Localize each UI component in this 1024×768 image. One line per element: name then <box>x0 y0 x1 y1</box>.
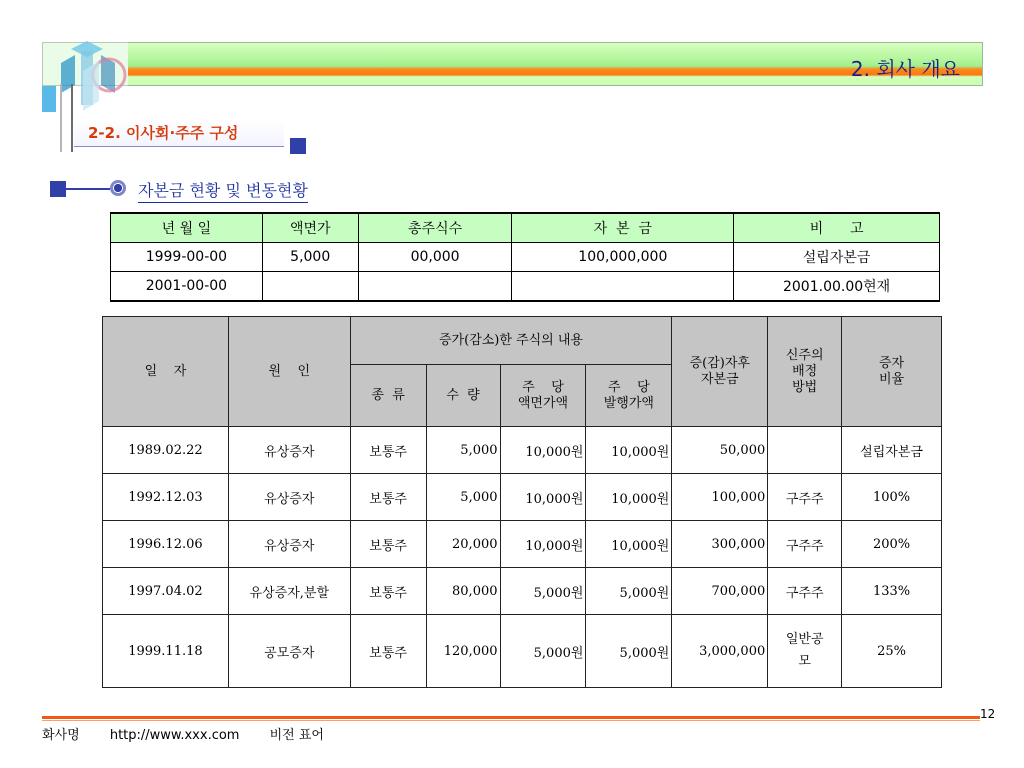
header-line: 증(감)자후 <box>689 355 750 371</box>
cell-kind: 보통주 <box>350 615 426 688</box>
column-header: 년 월 일 <box>111 213 263 243</box>
connector-line <box>66 188 110 190</box>
header-line: 배정 <box>792 363 818 379</box>
table-cell: 설립자본금 <box>734 243 940 272</box>
cell-date: 1997.04.02 <box>103 568 229 615</box>
column-header: 자 본 금 <box>512 213 734 243</box>
cell-method: 구주주 <box>768 521 842 568</box>
column-header: 총주식수 <box>358 213 512 243</box>
bullet-circle-icon <box>110 180 126 196</box>
table-cell: 5,000 <box>262 243 358 272</box>
table-row <box>103 615 942 688</box>
table-header-row <box>111 213 940 243</box>
cell-kind: 보통주 <box>350 474 426 521</box>
section-subtitle: 2-2. 이사회·주주 구성 <box>88 124 239 142</box>
cell-method <box>768 615 842 688</box>
logo-graphic-icon <box>43 41 133 111</box>
footer-divider <box>42 716 980 719</box>
table-row <box>103 474 942 521</box>
cell-method: 구주주 <box>768 474 842 521</box>
table-cell <box>512 272 734 302</box>
footer-divider <box>42 720 980 721</box>
cell-issue: 5,000원 <box>586 568 672 615</box>
header-line: 비율 <box>878 371 905 387</box>
column-header-issue <box>586 365 672 427</box>
column-header-par <box>500 365 586 427</box>
table-row <box>111 272 940 302</box>
table-header-row <box>103 317 942 365</box>
cell-cause: 유상증자 <box>228 521 350 568</box>
table-row <box>103 427 942 474</box>
cell-qty: 5,000 <box>426 427 500 474</box>
table-row <box>103 521 942 568</box>
cell-par: 10,000원 <box>500 474 586 521</box>
page-number: 12 <box>980 707 996 721</box>
cell-issue: 10,000원 <box>586 474 672 521</box>
table-cell: 2001.00.00현재 <box>734 272 940 302</box>
column-header: 액면가 <box>262 213 358 243</box>
footer-vision: 비전 표어 <box>269 728 324 743</box>
cell-date: 1999.11.18 <box>103 615 229 688</box>
cell-capital: 50,000 <box>672 427 768 474</box>
cell-ratio: 200% <box>842 521 942 568</box>
footer <box>42 724 350 743</box>
column-header-method <box>768 317 842 427</box>
decorative-square-icon <box>50 181 66 197</box>
cell-kind: 보통주 <box>350 427 426 474</box>
cell-par: 10,000원 <box>500 521 586 568</box>
cell-cause: 유상증자 <box>228 427 350 474</box>
header-line: 주 당 <box>608 379 650 395</box>
column-header-group: 증가(감소)한 주식의 내용 <box>350 317 672 365</box>
cell-par: 5,000원 <box>500 615 586 688</box>
column-header-qty: 수 량 <box>426 365 500 427</box>
table-row <box>103 568 942 615</box>
cell-par: 5,000원 <box>500 568 586 615</box>
cell-ratio: 25% <box>842 615 942 688</box>
header-line: 발행가액 <box>603 395 654 411</box>
table-row <box>111 243 940 272</box>
cell-method: 구주주 <box>768 568 842 615</box>
section-title: 자본금 현황 및 변동현황 <box>138 178 308 203</box>
header-line: 주 당 <box>522 379 564 395</box>
column-header-kind: 종 류 <box>350 365 426 427</box>
header-line: 방법 <box>792 379 818 395</box>
page-title: 2. 회사 개요 <box>850 57 960 81</box>
capital-change-table <box>102 316 942 688</box>
decorative-line <box>71 84 73 152</box>
cell-method <box>768 427 842 474</box>
cell-qty: 80,000 <box>426 568 500 615</box>
cell-qty: 120,000 <box>426 615 500 688</box>
header-line: 증자 <box>878 355 905 371</box>
decorative-blue-bar <box>42 86 56 112</box>
cell-ratio: 133% <box>842 568 942 615</box>
cell-capital: 3,000,000 <box>672 615 768 688</box>
decorative-square-icon <box>290 138 306 154</box>
cell-issue: 10,000원 <box>586 521 672 568</box>
header-banner <box>128 42 983 86</box>
column-header-cause: 원 인 <box>228 317 350 427</box>
column-header-ratio <box>842 317 942 427</box>
cell-cause: 유상증자,분할 <box>228 568 350 615</box>
column-header-date: 일 자 <box>103 317 229 427</box>
cell-line: 일반공 <box>785 632 824 647</box>
cell-capital: 100,000 <box>672 474 768 521</box>
cell-line: 모 <box>798 654 811 669</box>
table-cell: 100,000,000 <box>512 243 734 272</box>
cell-ratio: 설립자본금 <box>842 427 942 474</box>
cell-date: 1989.02.22 <box>103 427 229 474</box>
cell-cause: 유상증자 <box>228 474 350 521</box>
cell-issue: 10,000원 <box>586 427 672 474</box>
footer-company: 화사명 <box>42 728 80 743</box>
table-cell <box>358 272 512 302</box>
cell-capital: 700,000 <box>672 568 768 615</box>
header-line: 액면가액 <box>517 395 569 411</box>
cell-issue: 5,000원 <box>586 615 672 688</box>
table-cell: 1999-00-00 <box>111 243 263 272</box>
cell-ratio: 100% <box>842 474 942 521</box>
cell-kind: 보통주 <box>350 521 426 568</box>
company-logo <box>42 42 130 86</box>
cell-par: 10,000원 <box>500 427 586 474</box>
cell-capital: 300,000 <box>672 521 768 568</box>
cell-cause: 공모증자 <box>228 615 350 688</box>
subtitle-box <box>74 118 284 147</box>
cell-qty: 5,000 <box>426 474 500 521</box>
table-cell: 2001-00-00 <box>111 272 263 302</box>
header-line: 신주의 <box>785 347 824 363</box>
cell-qty: 20,000 <box>426 521 500 568</box>
decorative-line <box>60 84 62 152</box>
cell-date: 1996.12.06 <box>103 521 229 568</box>
column-header: 비 고 <box>734 213 940 243</box>
header-line: 자본금 <box>700 371 739 387</box>
table-cell <box>262 272 358 302</box>
column-header-capital <box>672 317 768 427</box>
cell-date: 1992.12.03 <box>103 474 229 521</box>
capital-status-table <box>110 212 940 302</box>
table-cell: 00,000 <box>358 243 512 272</box>
cell-kind: 보통주 <box>350 568 426 615</box>
footer-url[interactable]: http://www.xxx.com <box>109 728 240 743</box>
